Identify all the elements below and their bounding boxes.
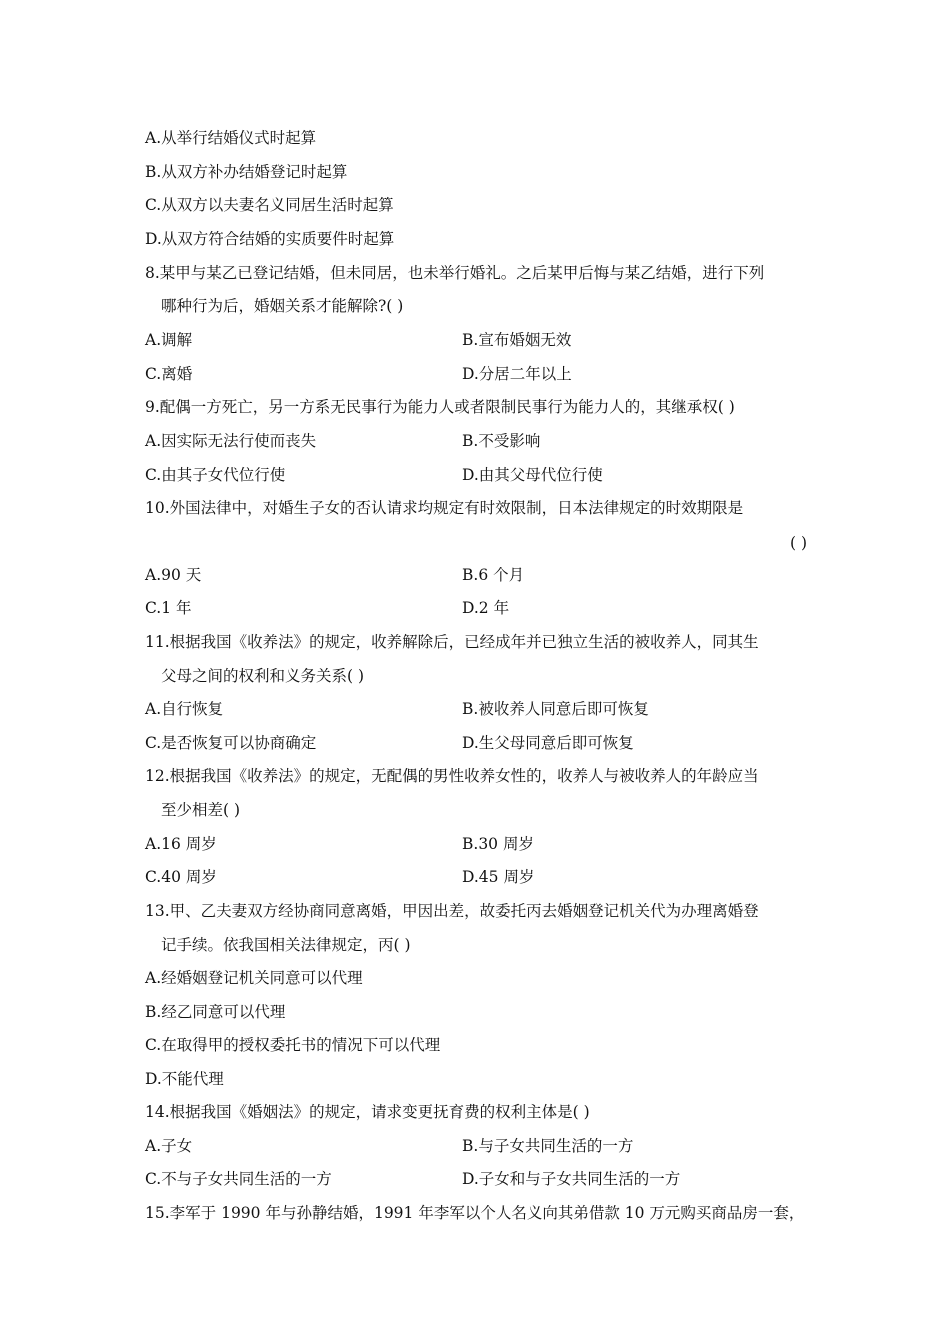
q7-option-c: C.从双方以夫妻名义同居生活时起算 <box>145 196 394 214</box>
q15-stem: 15.李军于 1990 年与孙静结婚，1991 年李军以个人名义向其弟借款 10 万元购买商品房一套， <box>145 1204 805 1222</box>
q10-option-d: D.2 年 <box>462 599 510 617</box>
q12-stem-cont: 至少相差( ) <box>161 801 241 819</box>
q14-option-d: D.子女和与子女共同生活的一方 <box>462 1170 681 1188</box>
q11-option-a: A.自行恢复 <box>145 700 224 718</box>
q10-stem: 10.外国法律中，对婚生子女的否认请求均规定有时效限制，日本法律规定的时效期限是 <box>145 499 744 517</box>
q14-option-c: C.不与子女共同生活的一方 <box>145 1170 332 1188</box>
q11-stem-cont: 父母之间的权利和义务关系( ) <box>161 667 365 685</box>
q14-stem: 14.根据我国《婚姻法》的规定，请求变更抚育费的权利主体是( ) <box>145 1103 590 1121</box>
q8-stem: 8.某甲与某乙已登记结婚，但未同居，也未举行婚礼。之后某甲后悔与某乙结婚，进行下列 <box>145 264 765 282</box>
q13-option-c: C.在取得甲的授权委托书的情况下可以代理 <box>145 1036 441 1054</box>
q13-stem: 13.甲、乙夫妻双方经协商同意离婚，甲因出差，故委托丙去婚姻登记机关代为办理离婚登 <box>145 902 759 920</box>
q11-stem: 11.根据我国《收养法》的规定，收养解除后，已经成年并已独立生活的被收养人，同其生 <box>145 633 759 651</box>
q13-option-a: A.经婚姻登记机关同意可以代理 <box>145 969 363 987</box>
q9-option-c: C.由其子女代位行使 <box>145 466 286 484</box>
q10-answer-bracket: ( ) <box>789 534 807 552</box>
q12-option-d: D.45 周岁 <box>462 868 535 886</box>
q14-option-a: A.子女 <box>145 1137 193 1155</box>
q12-option-a: A.16 周岁 <box>145 835 217 853</box>
q10-option-c: C.1 年 <box>145 599 192 617</box>
q8-option-a: A.调解 <box>145 331 193 349</box>
q12-stem: 12.根据我国《收养法》的规定，无配偶的男性收养女性的，收养人与被收养人的年龄应当 <box>145 767 759 785</box>
q8-option-d: D.分居二年以上 <box>462 365 572 383</box>
q12-option-c: C.40 周岁 <box>145 868 217 886</box>
q11-option-c: C.是否恢复可以协商确定 <box>145 734 317 752</box>
q8-option-c: C.离婚 <box>145 365 193 383</box>
q13-stem-cont: 记手续。依我国相关法律规定，丙( ) <box>161 936 411 954</box>
q10-option-a: A.90 天 <box>145 566 202 584</box>
q13-option-d: D.不能代理 <box>145 1070 224 1088</box>
q11-option-d: D.生父母同意后即可恢复 <box>462 734 634 752</box>
q9-option-b: B.不受影响 <box>462 432 541 450</box>
q8-option-b: B.宣布婚姻无效 <box>462 331 572 349</box>
q7-option-a: A.从举行结婚仪式时起算 <box>145 129 317 147</box>
q9-stem: 9.配偶一方死亡，另一方系无民事行为能力人或者限制民事行为能力人的，其继承权( ) <box>145 398 735 416</box>
q9-option-a: A.因实际无法行使而丧失 <box>145 432 317 450</box>
q7-option-d: D.从双方符合结婚的实质要件时起算 <box>145 230 395 248</box>
q13-option-b: B.经乙同意可以代理 <box>145 1003 286 1021</box>
q12-option-b: B.30 周岁 <box>462 835 534 853</box>
q8-stem-cont: 哪种行为后，婚姻关系才能解除?( ) <box>161 297 404 315</box>
q14-option-b: B.与子女共同生活的一方 <box>462 1137 634 1155</box>
q9-option-d: D.由其父母代位行使 <box>462 466 603 484</box>
q7-option-b: B.从双方补办结婚登记时起算 <box>145 163 348 181</box>
q11-option-b: B.被收养人同意后即可恢复 <box>462 700 649 718</box>
q10-option-b: B.6 个月 <box>462 566 525 584</box>
